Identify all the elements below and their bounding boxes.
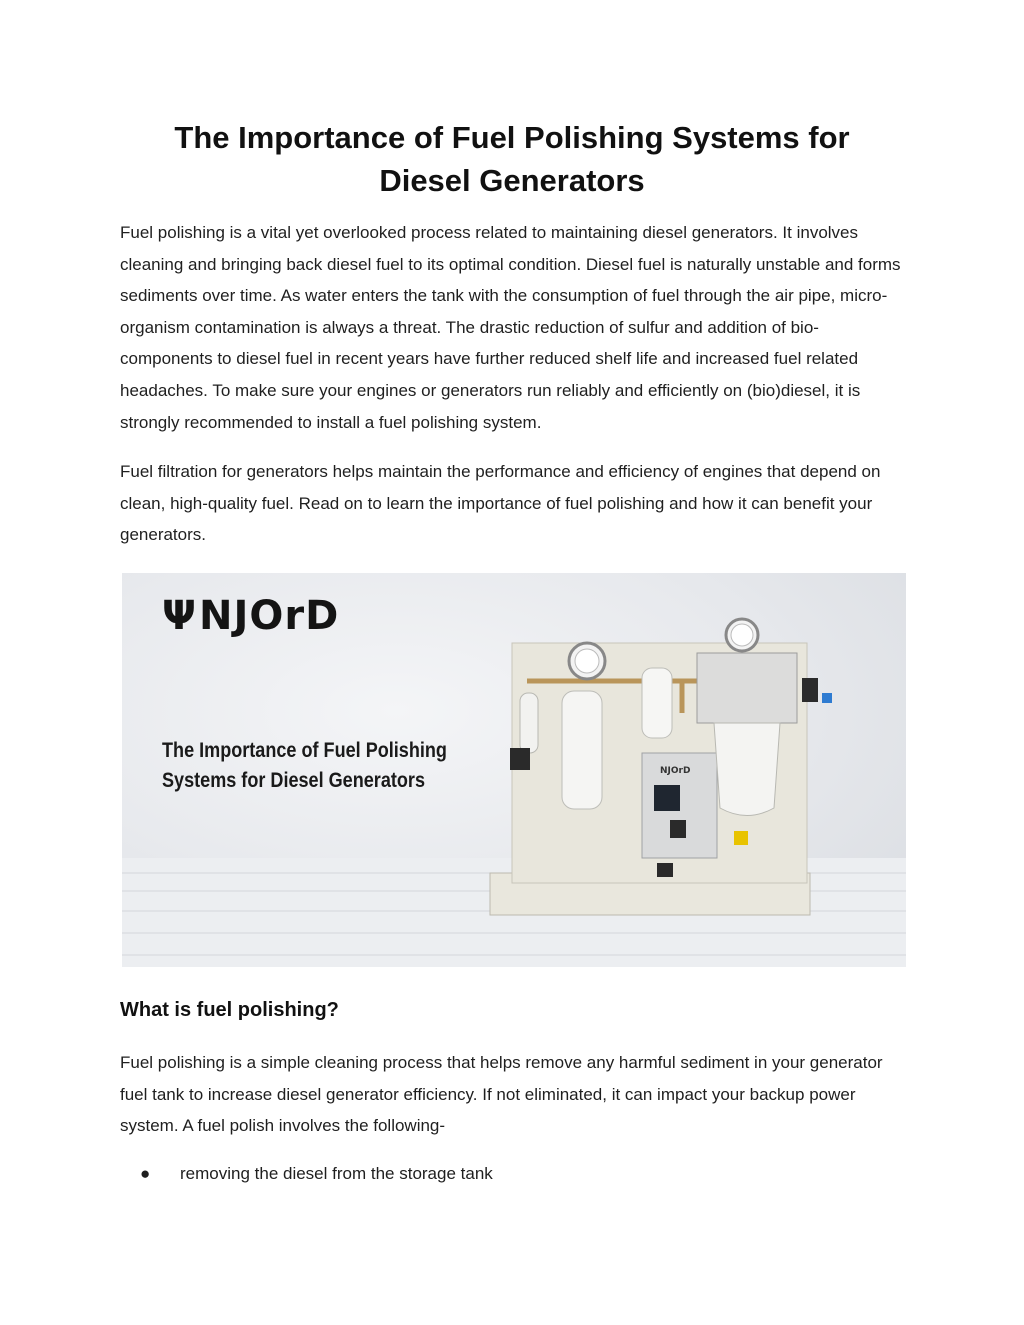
njord-logo: [162, 593, 339, 639]
intro-paragraph: Fuel polishing is a vital yet overlooked process related to maintaining diesel generators. It involves cleaning and bringing back diesel fuel to its optimal condition. Diesel fuel is naturally unstable and forms sediments over time. As water enters the tank with the consumption of fuel through the air pipe, micro-organism contamination is always a threat. The drastic reduction of sulfur and addition of bio-components to diesel fuel in recent years have further reduced shelf life and increased fuel related headaches. To make sure your engines or generators run reliably and efficiently on (bio)diesel, it is strongly recommended to install a fuel polishing system.: [120, 223, 901, 432]
section-heading: What is fuel polishing?: [120, 999, 339, 1021]
list-item-text: removing the diesel from the storage tank: [180, 1164, 493, 1183]
document-title: [120, 116, 904, 202]
panel-logo-text: NJOrD: [660, 766, 691, 776]
title-line-1: The Importance of Fuel Polishing Systems for: [174, 120, 850, 155]
overlay-line-2: Systems for Diesel Generators: [162, 769, 425, 792]
title-line-2: Diesel Generators: [379, 163, 645, 198]
trident-icon: Ψ: [162, 593, 197, 639]
bullet-list: [140, 1160, 493, 1188]
list-item: [140, 1160, 493, 1188]
bullet-marker: ●: [140, 1164, 151, 1183]
overlay-line-1: The Importance of Fuel Polishing: [162, 739, 447, 762]
section-paragraph: Fuel polishing is a simple cleaning process that helps remove any harmful sediment in your generator fuel tank to increase diesel generator efficiency. If not eliminated, it can impact your backup power system. A fuel polish involves the following-: [120, 1053, 883, 1136]
hero-image: [122, 573, 906, 967]
second-paragraph: Fuel filtration for generators helps maintain the performance and efficiency of engines that depend on clean, high-quality fuel. Read on to learn the importance of fuel polishing and how it can benefit your generators.: [120, 462, 881, 545]
hero-overlay-title: [162, 736, 447, 796]
logo-text: NJOrD: [198, 593, 340, 639]
